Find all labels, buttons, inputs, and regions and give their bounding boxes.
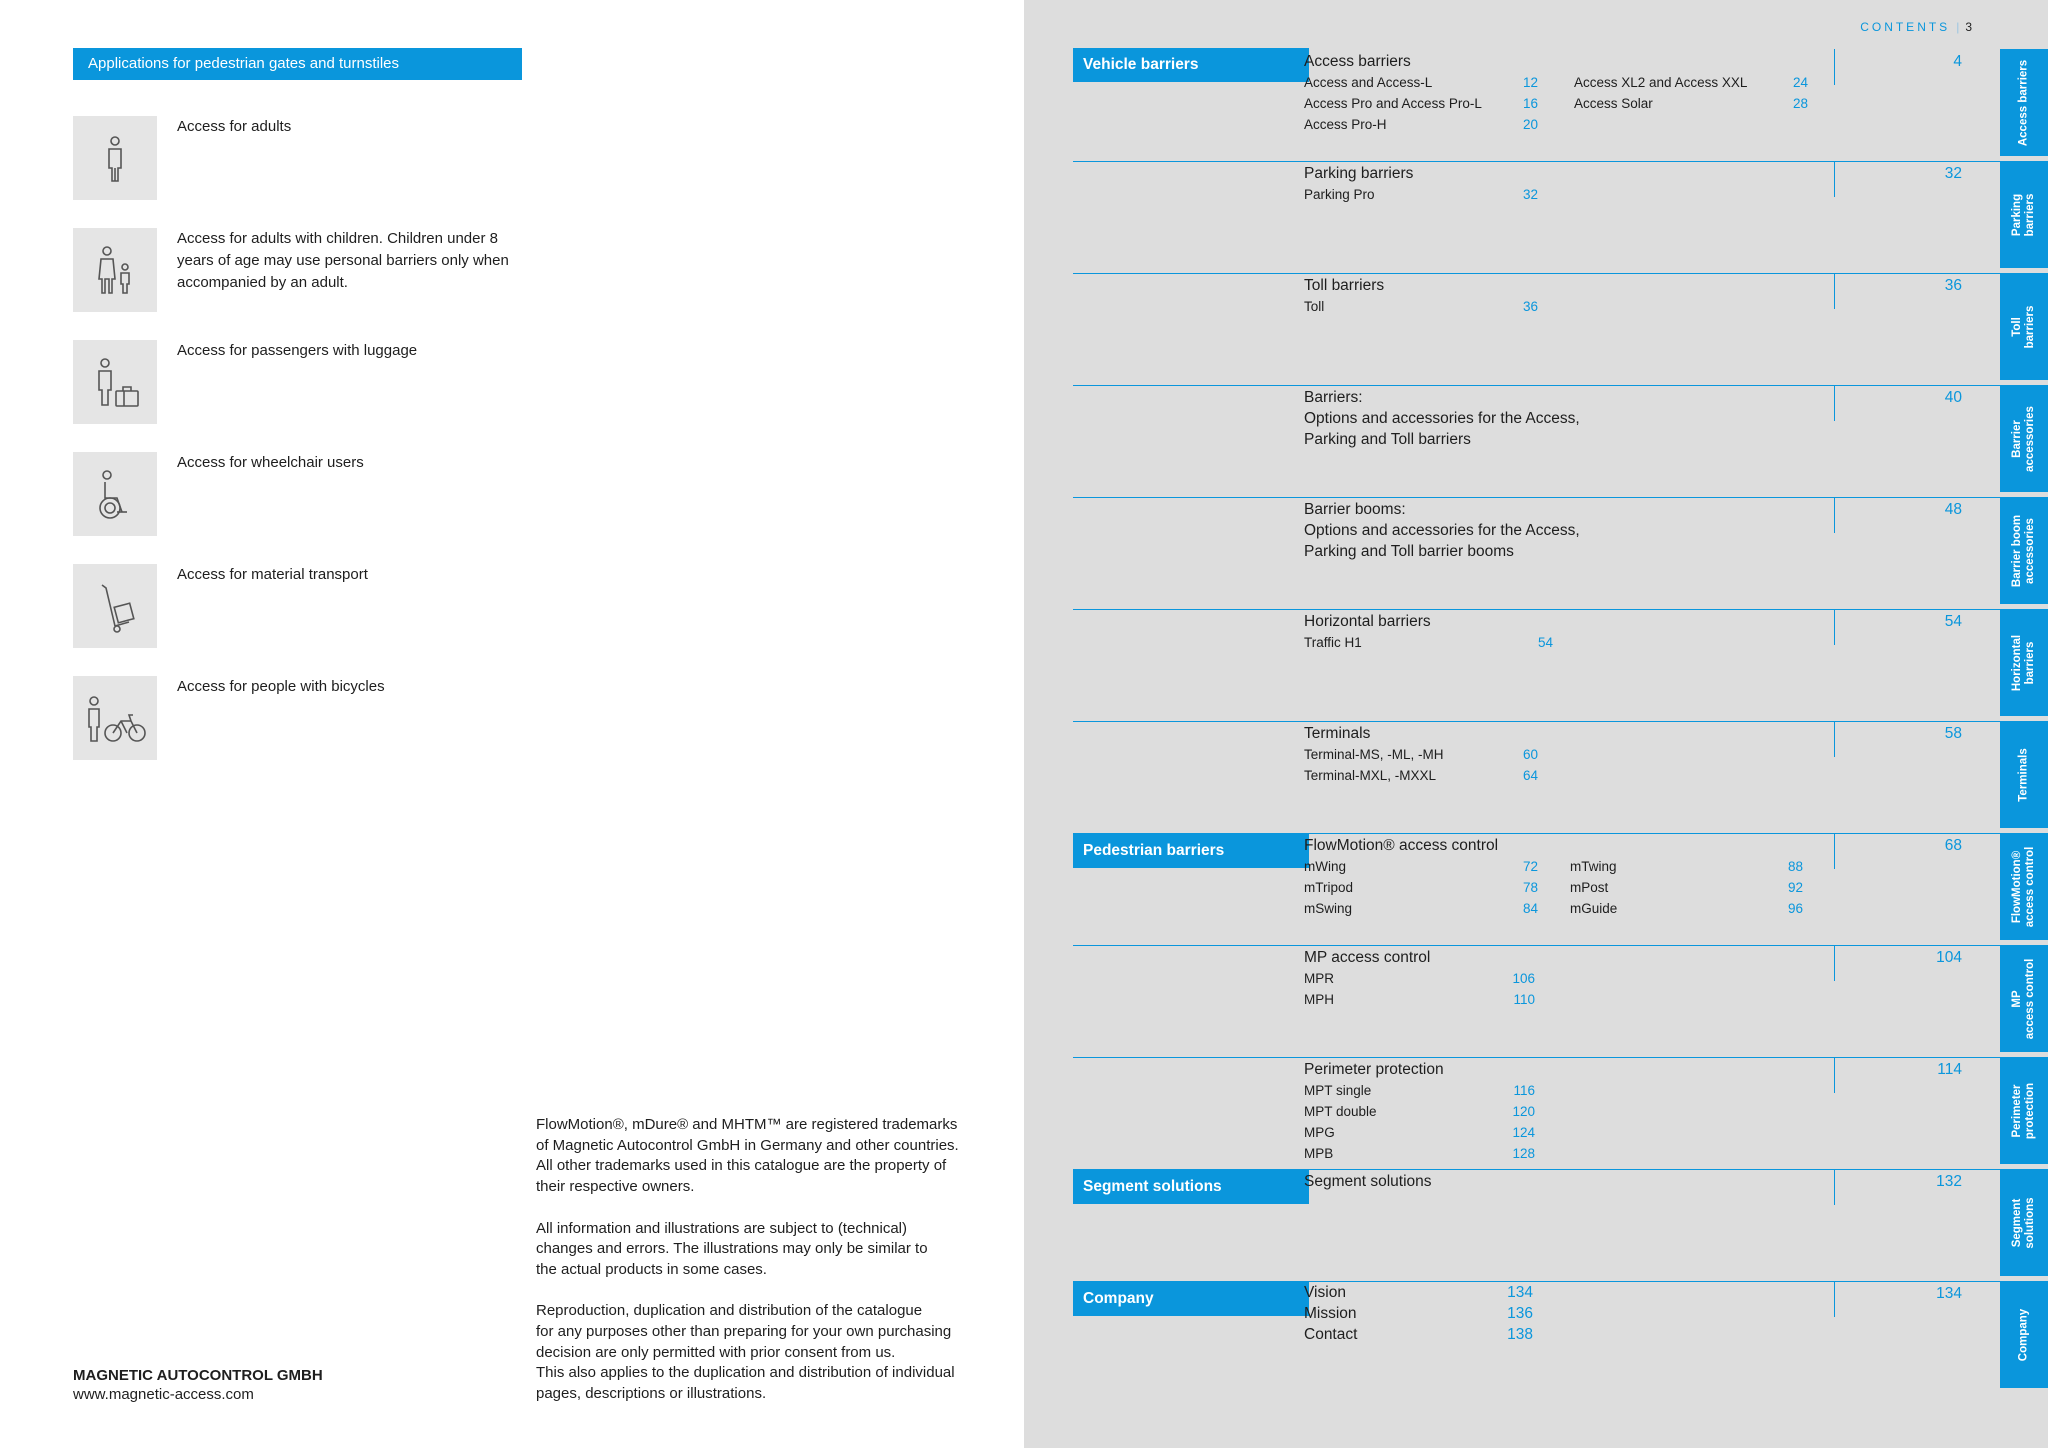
section-title: Access barriers — [1304, 53, 1411, 70]
tab-label: Parking barriers — [2011, 193, 2036, 236]
tab-horizontal-barriers[interactable] — [2000, 609, 2048, 716]
disclaimer-notice: All information and illustrations are subject to (technical) changes and errors. The illustrations may only be similar to the actual products in some cases. — [536, 1219, 928, 1278]
toc-entry-page: 96 — [1787, 901, 1803, 916]
toc-section-barrier-accessories[interactable] — [1073, 385, 2021, 497]
divider — [1073, 497, 2021, 498]
section-title: Barriers: Options and accessories for the Access, Parking and Toll barriers — [1304, 389, 1580, 448]
toc-entry-page: 128 — [1512, 1146, 1535, 1161]
tab-label: MP access control — [2011, 958, 2036, 1039]
toc-section-terminals[interactable] — [1073, 721, 2021, 833]
application-text: Access for adults with children. Children under 8 years of age may use personal barriers only when accompanied by an adult. — [177, 230, 509, 291]
toc-entry-page: 36 — [1522, 299, 1538, 314]
application-text: Access for passengers with luggage — [177, 342, 418, 359]
hand-truck-icon — [73, 564, 157, 648]
application-item — [73, 116, 523, 200]
category-segment-solutions[interactable]: Segment solutions — [1073, 1170, 1309, 1204]
section-page: 4 — [1953, 53, 1962, 70]
toc-entry[interactable]: Traffic H1 — [1304, 635, 1362, 650]
toc-entry-page: 20 — [1522, 117, 1538, 132]
adult-with-child-icon — [73, 228, 157, 312]
section-page: 40 — [1944, 389, 1962, 406]
section-title: MP access control — [1304, 949, 1431, 966]
tab-perimeter-protection[interactable] — [2000, 1057, 2048, 1164]
divider — [1834, 1057, 1835, 1093]
toc-entry-page: 136 — [1507, 1305, 1533, 1322]
toc-entry[interactable]: Access XL2 and Access XXL — [1574, 75, 1748, 90]
tab-label: Company — [2017, 1308, 2030, 1361]
section-title: Toll barriers — [1304, 277, 1385, 294]
section-page: 58 — [1944, 725, 1962, 742]
tab-barrier-accessories[interactable] — [2000, 385, 2048, 492]
divider — [1834, 49, 1835, 85]
toc-section-access-barriers[interactable] — [1073, 49, 2021, 161]
running-head — [1860, 20, 1972, 34]
tab-label: FlowMotion® access control — [2011, 846, 2036, 927]
application-item — [73, 452, 523, 536]
section-page: 114 — [1937, 1061, 1962, 1078]
section-page: 36 — [1944, 277, 1962, 294]
section-title: Terminals — [1304, 725, 1371, 742]
tab-label: Barrier boom accessories — [2011, 514, 2036, 587]
toc-entry[interactable]: Mission — [1304, 1305, 1357, 1322]
divider — [1073, 1281, 2021, 1282]
divider — [1834, 833, 1835, 869]
divider — [1834, 273, 1835, 309]
toc-entry[interactable]: MPR — [1304, 971, 1334, 986]
toc-entry-page: 88 — [1787, 859, 1803, 874]
toc-entry[interactable]: MPT double — [1304, 1104, 1377, 1119]
application-text: Access for wheelchair users — [177, 454, 364, 471]
tab-label: Barrier accessories — [2011, 405, 2036, 472]
toc-entry-page: 92 — [1787, 880, 1803, 895]
toc-entry-page: 84 — [1522, 901, 1538, 916]
divider — [1073, 833, 2021, 834]
toc-entry-page: 106 — [1512, 971, 1535, 986]
application-item — [73, 340, 523, 424]
tab-segment-solutions[interactable] — [2000, 1169, 2048, 1276]
toc-entry-page: 60 — [1522, 747, 1538, 762]
toc-entry-page: 124 — [1512, 1125, 1535, 1140]
toc-entry[interactable]: Terminal-MS, -ML, -MH — [1304, 747, 1444, 762]
tab-access-barriers[interactable] — [2000, 49, 2048, 156]
toc-entry-page: 78 — [1522, 880, 1538, 895]
toc-entry[interactable]: MPH — [1304, 992, 1334, 1007]
application-text: Access for material transport — [177, 566, 368, 583]
divider: | — [1956, 20, 1960, 34]
section-title: Barrier booms: Options and accessories for the Access, Parking and Toll barrier booms — [1304, 501, 1580, 560]
divider — [1834, 385, 1835, 421]
divider — [1073, 161, 2021, 162]
toc-entry[interactable]: Terminal-MXL, -MXXL — [1304, 768, 1437, 783]
divider — [1834, 609, 1835, 645]
tab-label: Toll barriers — [2011, 305, 2036, 348]
application-item — [73, 676, 523, 760]
toc-entry-page: 16 — [1522, 96, 1538, 111]
divider — [1073, 385, 2021, 386]
tab-label: Segment solutions — [2011, 1196, 2036, 1249]
person-with-bicycle-icon — [73, 676, 157, 760]
toc-entry[interactable]: Vision — [1304, 1284, 1346, 1301]
section-page: 68 — [1944, 837, 1962, 854]
toc-section-mp-access-control[interactable] — [1073, 945, 2021, 1057]
application-item — [73, 228, 523, 312]
divider — [1073, 273, 2021, 274]
tab-flowmotion-access-control[interactable] — [2000, 833, 2048, 940]
tab-parking-barriers[interactable] — [2000, 161, 2048, 268]
toc-section-toll-barriers[interactable] — [1073, 273, 2021, 385]
toc-entry[interactable]: mTwing — [1570, 859, 1617, 874]
toc-entry[interactable]: Contact — [1304, 1326, 1358, 1343]
tab-company[interactable] — [2000, 1281, 2048, 1388]
divider — [1073, 721, 2021, 722]
divider — [1834, 161, 1835, 197]
toc-entry-page: 116 — [1513, 1083, 1535, 1098]
category-pedestrian-barriers[interactable]: Pedestrian barriers — [1073, 834, 1309, 868]
section-title: Perimeter protection — [1304, 1061, 1444, 1078]
toc-entry[interactable]: Parking Pro — [1304, 187, 1375, 202]
toc-entry-page: 24 — [1792, 75, 1808, 90]
toc-entry[interactable]: mSwing — [1304, 901, 1353, 916]
category-vehicle-barriers[interactable]: Vehicle barriers — [1073, 48, 1309, 82]
toc-entry[interactable]: mGuide — [1570, 901, 1618, 916]
person-with-luggage-icon — [73, 340, 157, 424]
toc-entry-page: 110 — [1513, 992, 1535, 1007]
tab-terminals[interactable] — [2000, 721, 2048, 828]
toc-section-segment-solutions[interactable] — [1073, 1169, 2021, 1281]
wheelchair-icon — [73, 452, 157, 536]
section-page: 134 — [1936, 1285, 1962, 1302]
toc-entry[interactable]: Access Pro-H — [1304, 117, 1387, 132]
section-page: 54 — [1944, 613, 1962, 630]
toc-section-flowmotion[interactable] — [1073, 833, 2021, 945]
toc-entry-page: 72 — [1522, 859, 1538, 874]
divider — [1073, 1057, 2021, 1058]
company-url[interactable]: www.magnetic-access.com — [73, 1386, 254, 1403]
divider — [1834, 721, 1835, 757]
tab-toll-barriers[interactable] — [2000, 273, 2048, 380]
toc-entry-page: 134 — [1507, 1284, 1533, 1301]
tab-barrier-boom-accessories[interactable] — [2000, 497, 2048, 604]
contents-page — [1024, 0, 2048, 1448]
divider — [1834, 497, 1835, 533]
application-item — [73, 564, 523, 648]
tab-label: Access barriers — [2017, 59, 2030, 146]
divider — [1834, 1281, 1835, 1317]
toc-entry[interactable]: MPG — [1304, 1125, 1335, 1140]
trademark-notice: FlowMotion®, mDure® and MHTM™ are registered trademarks of Magnetic Autocontrol GmbH in Germany and other countries. All other trademarks used in this catalogue are the property of their respective owners. — [536, 1116, 959, 1196]
divider — [1073, 609, 2021, 610]
toc-section-barrier-booms[interactable] — [1073, 497, 2021, 609]
toc-entry[interactable]: MPT single — [1304, 1083, 1372, 1098]
toc-entry-page: 54 — [1537, 635, 1553, 650]
divider — [1834, 1169, 1835, 1205]
legal-notice — [536, 1115, 996, 1405]
company-name: MAGNETIC AUTOCONTROL GMBH — [73, 1367, 323, 1384]
toc-entry[interactable]: MPB — [1304, 1146, 1334, 1161]
section-page: 48 — [1944, 501, 1962, 518]
copyright-notice: Reproduction, duplication and distribution of the catalogue for any purposes other than preparing for your own purchasing decision are only permitted with prior consent from us. This also applies to the duplication and distribution of individual pages, descriptions or illustrations. — [536, 1302, 955, 1403]
tab-mp-access-control[interactable] — [2000, 945, 2048, 1052]
divider — [1073, 945, 2021, 946]
toc-entry-page: 120 — [1512, 1104, 1535, 1119]
tab-label: Terminals — [2017, 747, 2030, 802]
toc-entry-page: 138 — [1507, 1326, 1533, 1343]
section-page: 32 — [1944, 165, 1962, 182]
toc-entry-page: 28 — [1792, 96, 1808, 111]
running-head-title: CONTENTS — [1860, 20, 1951, 34]
toc-entry[interactable]: mWing — [1304, 859, 1347, 874]
toc-entry[interactable]: mTripod — [1304, 880, 1354, 895]
section-title: Horizontal barriers — [1304, 613, 1431, 630]
page-number: 3 — [1965, 20, 1972, 34]
toc-entry[interactable]: Access Solar — [1574, 96, 1653, 111]
divider — [1073, 1169, 2021, 1170]
toc-section-parking-barriers[interactable] — [1073, 161, 2021, 273]
toc-entry[interactable]: Access Pro and Access Pro-L — [1304, 96, 1482, 111]
category-company[interactable]: Company — [1073, 1282, 1309, 1316]
section-page: 132 — [1936, 1173, 1962, 1190]
applications-header: Applications for pedestrian gates and turnstiles — [73, 48, 522, 80]
adult-person-icon — [73, 116, 157, 200]
toc-section-company[interactable] — [1073, 1281, 2021, 1393]
toc-entry[interactable]: Toll — [1304, 299, 1325, 314]
section-title: Segment solutions — [1304, 1173, 1432, 1190]
section-page: 104 — [1936, 949, 1962, 966]
tab-label: Perimeter protection — [2011, 1082, 2036, 1139]
tab-label: Horizontal barriers — [2011, 634, 2036, 691]
toc-entry-page: 12 — [1522, 75, 1538, 90]
toc-section-horizontal-barriers[interactable] — [1073, 609, 2021, 721]
section-title: Parking barriers — [1304, 165, 1414, 182]
toc-entry-page: 32 — [1522, 187, 1538, 202]
toc-entry[interactable]: Access and Access-L — [1304, 75, 1433, 90]
toc-entry-page: 64 — [1522, 768, 1538, 783]
application-text: Access for people with bicycles — [177, 678, 385, 695]
section-title: FlowMotion® access control — [1304, 837, 1499, 854]
toc-section-perimeter-protection[interactable] — [1073, 1057, 2021, 1169]
application-text: Access for adults — [177, 118, 292, 135]
toc-entry[interactable]: mPost — [1570, 880, 1609, 895]
divider — [1834, 945, 1835, 981]
